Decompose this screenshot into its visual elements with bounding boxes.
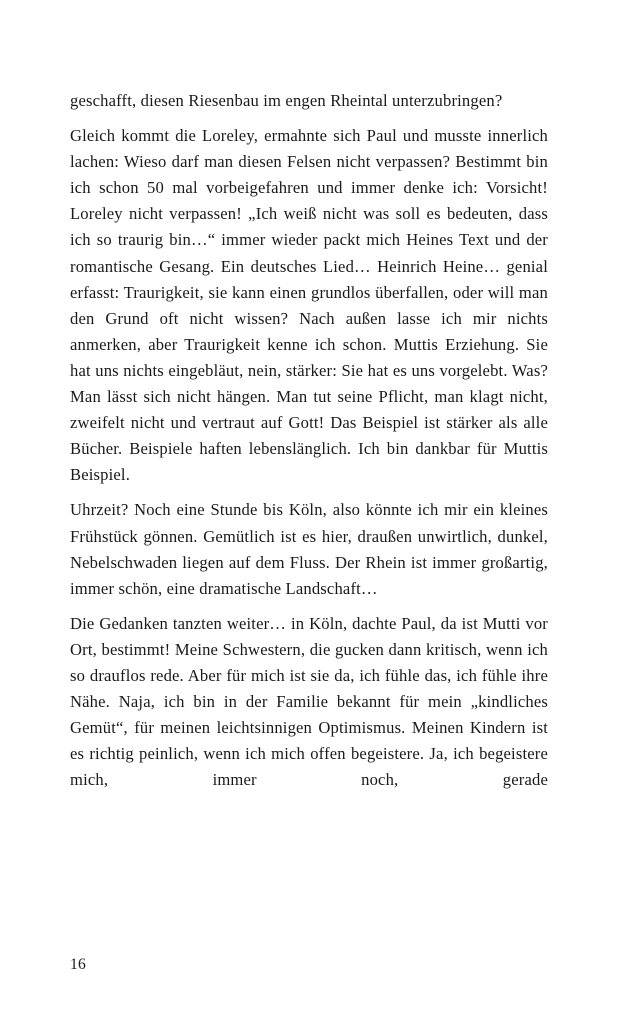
paragraph: geschafft, diesen Riesenbau im engen Rheintal unterzubringen? bbox=[70, 91, 503, 110]
paragraph: Uhrzeit? Noch eine Stunde bis Köln, also könnte ich mir ein kleines Frühstück gönnen. Gemütlich ist es hier, draußen unwirtlich, dunkel, Nebelschwaden liegen auf dem Fluss. Der Rhein ist immer großartig, immer schön, eine dramatische Landschaft… bbox=[70, 500, 548, 598]
paragraph: Die Gedanken tanzten weiter… in Köln, dachte Paul, da ist Mutti vor Ort, bestimmt! Meine Schwestern, die gucken dann kritisch, wenn ich so drauflos rede. Aber für mich ist sie da, ich fühle das, ich fühle ihre Nähe. Naja, ich bin in der Familie bekannt für mein „kindliches Gemüt“, für meinen leichtsinnigen Optimismus. Meinen Kindern ist es richtig peinlich, wenn ich mich offen begeistere. Ja, ich begeistere mich, immer noch, gerade bbox=[70, 613, 548, 790]
paragraph: Gleich kommt die Loreley, ermahnte sich Paul und musste innerlich lachen: Wieso darf man diesen Felsen nicht verpassen? Bestimmt bin ich schon 50 mal vorbeigefahren und immer denke ich: Vorsicht! Loreley nicht verpassen! „Ich weiß nicht was soll es bedeuten, dass ich so traurig bin…“ immer wieder packt mich Heines Text und der romantische Gesang. Ein deutsches Lied… Heinrich Heine… genial erfasst: Traurigkeit, sie kann einen grundlos überfallen, oder will man den Grund oft nicht wissen? Nach außen lasse ich mir nichts anmerken, aber Traurigkeit kenne ich schon. Muttis Erziehung. Sie hat uns nichts eingebläut, nein, stärker: Sie hat es uns vorgelebt. Was? Man lässt sich nicht hängen. Man tut seine Pflicht, man klagt nicht, zweifelt nicht und vertraut auf Gott! Das Beispiel ist stärker als alle Bücher. Beispiele haften lebenslänglich. Ich bin dankbar für Muttis Beispiel. bbox=[70, 126, 548, 485]
page-text-block bbox=[70, 88, 548, 820]
page-number: 16 bbox=[70, 956, 87, 973]
